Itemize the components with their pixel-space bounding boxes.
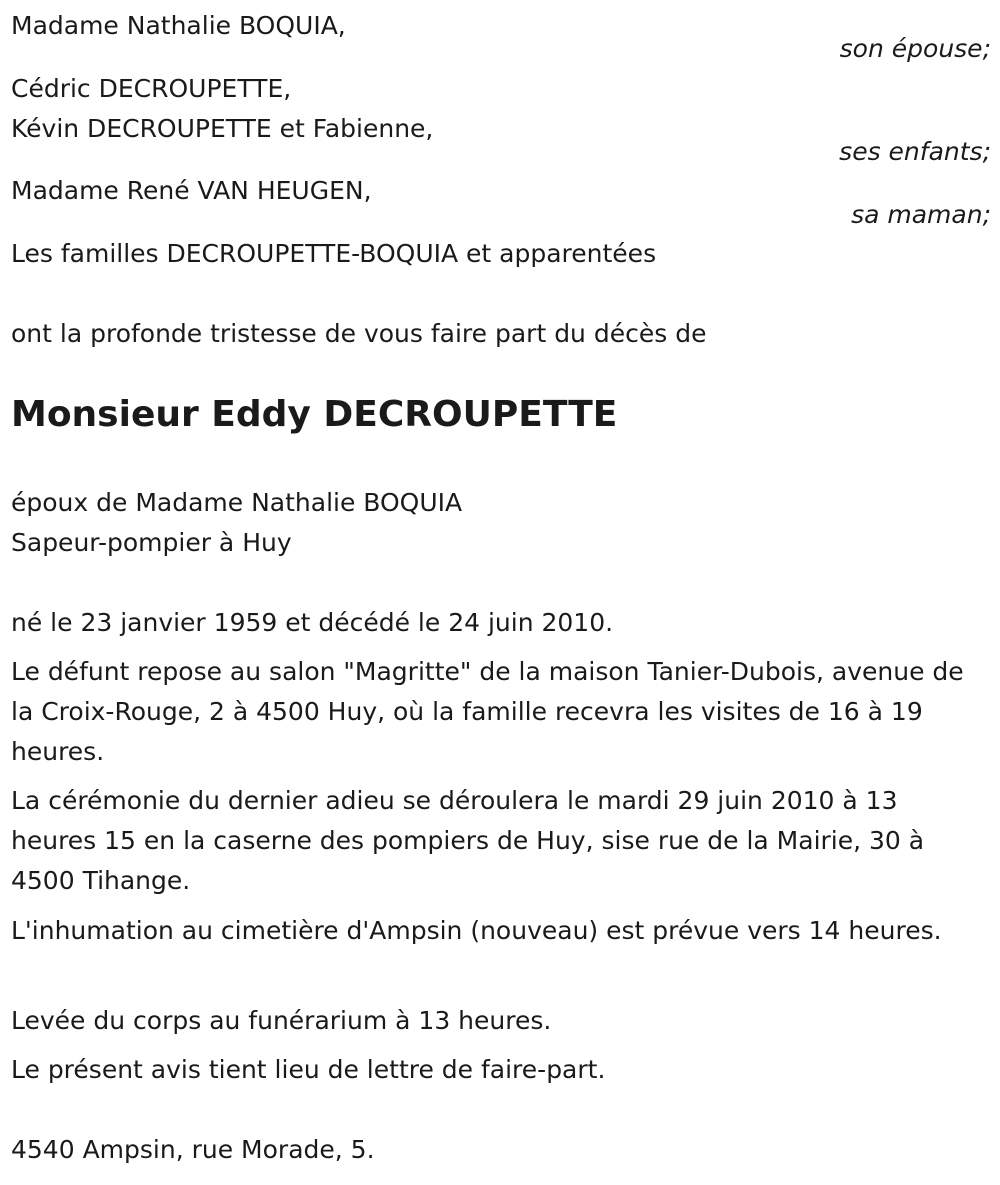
- occupation: Sapeur-pompier à Huy: [11, 528, 292, 557]
- family-member-spouse: Madame Nathalie BOQUIA,: [11, 11, 346, 40]
- paragraph-levee: Levée du corps au funérarium à 13 heures.: [11, 1006, 552, 1035]
- family-member-mother: Madame René VAN HEUGEN,: [11, 176, 372, 205]
- family-member-child-2: Kévin DECROUPETTE et Fabienne,: [11, 114, 434, 143]
- paragraph-burial: L'inhumation au cimetière d'Ampsin (nouveau) est prévue vers 14 heures.: [11, 916, 942, 945]
- announcement: ont la profonde tristesse de vous faire part du décès de: [11, 319, 707, 348]
- role-spouse: son épouse;: [839, 34, 991, 63]
- spouse-line: époux de Madame Nathalie BOQUIA: [11, 488, 463, 517]
- dates: né le 23 janvier 1959 et décédé le 24 juin 2010.: [11, 608, 614, 637]
- role-mother: sa maman;: [851, 200, 991, 229]
- address: 4540 Ampsin, rue Morade, 5.: [11, 1135, 375, 1164]
- deceased-name: Monsieur Eddy DECROUPETTE: [11, 394, 618, 435]
- role-children: ses enfants;: [839, 137, 991, 166]
- family-member-child-1: Cédric DECROUPETTE,: [11, 74, 292, 103]
- families-line: Les familles DECROUPETTE-BOQUIA et apparentées: [11, 239, 657, 268]
- paragraph-ceremony: La cérémonie du dernier adieu se déroulera le mardi 29 juin 2010 à 13 heures 15 en la caserne des pompiers de Huy, sise rue de la Mairie, 30 à 4500 Tihange.: [11, 786, 925, 895]
- paragraph-notice: Le présent avis tient lieu de lettre de faire-part.: [11, 1055, 606, 1084]
- paragraph-repose: Le défunt repose au salon "Magritte" de la maison Tanier-Dubois, avenue de la Croix-Rouge, 2 à 4500 Huy, où la famille recevra les visites de 16 à 19 heures.: [11, 657, 964, 766]
